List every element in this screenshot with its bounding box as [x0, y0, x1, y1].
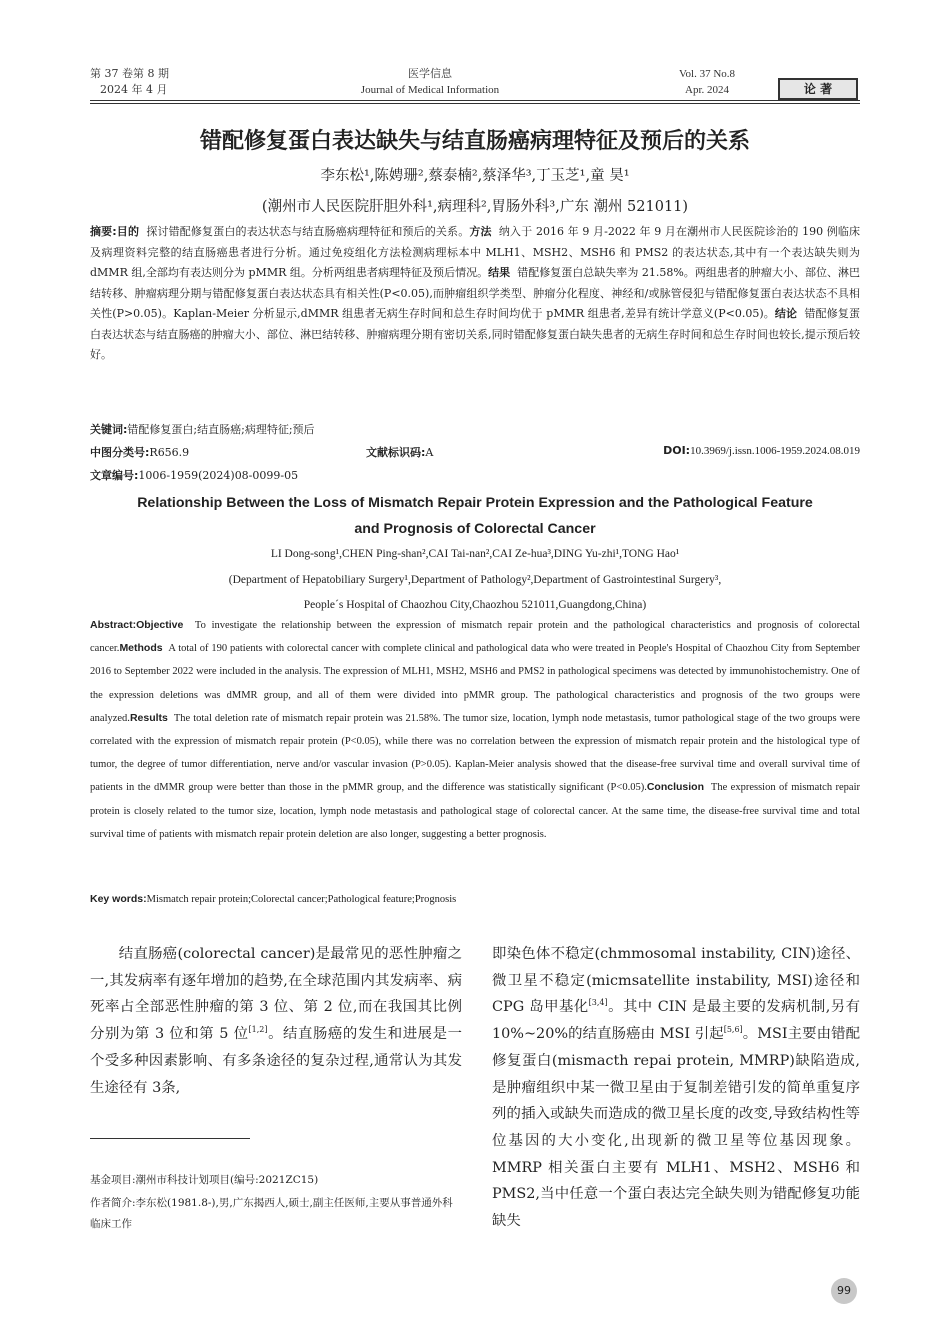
- keywords-en: Mismatch repair protein;Colorectal cancer;Pathological feature;Prognosis: [146, 894, 457, 905]
- affiliation-en-line2: People´s Hospital of Chaozhou City,Chaozhou 521011,Guangdong,China): [303, 599, 647, 611]
- conclusion-en: The expression of mismatch repair protein is closely related to the tumor size, location, lymph node metastasis and pathological stage of colorectal cancer. At the same time, the disease-free survival time and total survival time of patients with mismatch repair protein deletion are also longer, suggesting a better prognosis.: [90, 782, 860, 840]
- doi: [663, 444, 860, 457]
- header-rule: [90, 100, 860, 101]
- objective-cn-label: 目的: [116, 225, 140, 238]
- ref-1-2: [1,2]: [248, 1025, 268, 1035]
- body-col2-text-c: 。MSI主要由错配修复蛋白(mismacth repai protein, MMRP)缺陷造成,是肿瘤组织中某一微卫星由于复制差错引发的简单重复序列的插入或缺失而造成的微卫星长度的改变,导致结构性等位基因的大小变化,出现新的微卫星等位基因现象。MMRP 相关蛋白主要有 MLH1、MSH2、MSH6 和 PMS2,当中任意一个蛋白表达完全缺失则为错配修复功能缺失: [492, 1026, 860, 1230]
- meta-row: [90, 444, 860, 464]
- abstract-cn: [90, 222, 860, 366]
- doc-code: [366, 444, 433, 460]
- methods-cn-label: 方法: [469, 225, 492, 238]
- header-volume-en: [652, 66, 762, 98]
- ref-3-4: [3,4]: [588, 998, 608, 1008]
- results-en-label: Results: [129, 711, 168, 724]
- conclusion-en-label: Conclusion: [646, 781, 704, 794]
- article-number-label: 文章编号:: [90, 469, 139, 482]
- clc-value: R656.9: [149, 446, 190, 459]
- methods-en: A total of 190 patients with colorectal cancer with complete clinical and pathological data who were treated in People's Hospital of Chaozhou City from September 2016 to September 2022 were included in the analysis. The expression of MLH1, MSH2, MSH6 and PMS2 in pathological specimens was detected by immunohistochemistry. One of the expression deletions was dMMR group, and all of them were divided into pMMR group. The pathological characteristics and prognosis of the two groups were analyzed.: [90, 643, 861, 724]
- affiliation-cn: (潮州市人民医院肝胆外科¹,病理科²,胃肠外科³,广东 潮州 521011): [261, 199, 689, 215]
- ref-5-6: [5,6]: [723, 1025, 743, 1035]
- objective-en: To investigate the relationship between the expression of mismatch repair protein and the pathological characteristics and prognosis of colorectal cancer.: [90, 620, 860, 655]
- authors-cn: 李东松¹,陈娉珊²,蔡泰楠²,蔡泽华³,丁玉芝¹,童 昊¹: [320, 168, 630, 184]
- results-cn: 错配修复蛋白总缺失率为 21.58%。两组患者的肿瘤大小、部位、淋巴结转移、肿瘤病理分期与错配修复蛋白表达状态具有相关性(P<0.05),而肿瘤组织学类型、肿瘤分化程度、神经和/或脉管侵犯与错配修复蛋白表达状态不具相关性(P>0.05)。Kaplan-Meier 分析显示,dMMR 组患者无病生存时间和总生存时间均优于 pMMR 组患者,差异有统计学意义(P<0.05)。: [90, 266, 861, 320]
- article-number: [90, 467, 298, 483]
- methods-en-label: Methods: [119, 642, 163, 655]
- header-month-en: Apr. 2024: [685, 84, 729, 96]
- keywords-en-row: [90, 888, 860, 911]
- objective-cn: 探讨错配修复蛋白的表达状态与结直肠癌病理特征和预后的关系。: [146, 225, 470, 238]
- body-col1-text-b: 。结直肠癌的发生和进展是一个受多种因素影响、有多条途径的复杂过程,通常认为其发生途径有 3条,: [90, 1026, 462, 1096]
- doi-value: 10.3969/j.issn.1006-1959.2024.08.019: [690, 445, 860, 457]
- header-volume: [90, 66, 210, 98]
- keywords-cn-row: [90, 420, 860, 441]
- keywords-en-label: Key words:: [90, 893, 147, 905]
- title-en-line1: Relationship Between the Loss of Mismatch Repair Protein Expression and the Pathological Feature: [137, 495, 813, 511]
- footnote-fund: 基金项目:潮州市科技计划项目(编号:2021ZC15): [90, 1174, 319, 1186]
- methods-cn: 纳入于 2016 年 9 月-2022 年 9 月在潮州市人民医院诊治的 190 例临床及病理资料完整的结直肠癌患者进行分析。通过免疫组化方法检测病理标本中 MLH1、MSH2、MSH6 和 PMS2 的表达状态,其中有一个表达缺失则为 dMMR 组,全部均有表达则分为 pMMR 组。分析两组患者病理特征及预后情况。: [90, 225, 861, 279]
- keywords-cn-label: 关键词:: [90, 423, 128, 436]
- conclusion-cn-label: 结论: [774, 307, 798, 320]
- conclusion-cn: 错配修复蛋白表达状态与结直肠癌的肿瘤大小、部位、淋巴结转移、肿瘤病理分期有密切关系,同时错配修复蛋白缺失患者的无病生存时间和总生存时间也较长,提示预后较好。: [90, 307, 861, 361]
- abstract-en: [90, 614, 860, 846]
- body-col2-text-a: 即染色体不稳定(chmmosomal instability, CIN)途径、微卫星不稳定(micmsatellite instability, MSI)途径和 CPG 岛甲基化: [492, 946, 860, 1016]
- page-number: 99: [831, 1278, 857, 1304]
- body-col1: [90, 941, 462, 1101]
- abstract-cn-label: 摘要:: [90, 225, 117, 238]
- results-en: The total deletion rate of mismatch repair protein was 21.58%. The tumor size, location, lymph node metastasis, tumor pathological stage of the two groups were correlated with the expression of mismatch repair protein (P<0.05), while there was no correlation between the expression of mismatch repair protein and the histological type of tumor, the degree of tumor differentiation, nerve and/or vascular invasion (P>0.05). Kaplan-Meier analysis showed that the disease-free survival time and overall survival time of patients in the dMMR group were better than those in the pMMR group, and the difference was statistically significant (P<0.05).: [90, 712, 860, 794]
- footnote-author: 作者简介:李东松(1981.8-),男,广东揭西人,硕士,副主任医师,主要从事普通外科临床工作: [90, 1197, 453, 1230]
- objective-en-label: Objective: [136, 619, 184, 631]
- body-col2-text-b: 。其中 CIN 是最主要的发病机制,另有 10%~20%的结直肠癌由 MSI 引起: [492, 999, 861, 1043]
- keywords-cn: 错配修复蛋白;结直肠癌;病理特征;预后: [127, 423, 315, 436]
- doi-label: DOI:: [663, 444, 691, 457]
- body-col2: [492, 941, 860, 1235]
- clc-label: 中图分类号:: [90, 446, 150, 459]
- header-journal: [330, 66, 530, 98]
- body-col1-text-a: 结直肠癌(colorectal cancer)是最常见的恶性肿瘤之一,其发病率有逐年增加的趋势,在全球范围内其发病率、病死率占全部恶性肿瘤的第 3 位、第 2 位,而在我国其比例分别为第 3 位和第 5 位: [90, 946, 462, 1043]
- title-cn: 错配修复蛋白表达缺失与结直肠癌病理特征及预后的关系: [199, 129, 750, 154]
- affiliation-en-line1: (Department of Hepatobiliary Surgery¹,Department of Pathology²,Department of Gastrointestinal Surgery³,: [228, 574, 722, 586]
- title-en-line2: and Prognosis of Colorectal Cancer: [354, 521, 596, 537]
- header-journal-en: Journal of Medical Information: [360, 84, 500, 96]
- doc-code-value: A: [425, 446, 434, 459]
- header-journal-cn: 医学信息: [408, 67, 452, 80]
- abstract-en-label: Abstract:: [90, 619, 137, 631]
- header-vol-no: Vol. 37 No.8: [678, 68, 736, 80]
- header-rule-2: [90, 103, 860, 104]
- clc: [90, 444, 189, 460]
- footnote-rule: [90, 1138, 250, 1139]
- doc-code-label: 文献标识码:: [366, 446, 426, 459]
- header-volume-issue: 第 37 卷第 8 期: [90, 67, 169, 80]
- section-badge: 论 著: [778, 78, 858, 100]
- article-number-value: 1006-1959(2024)08-0099-05: [138, 469, 299, 482]
- header-date: 2024 年 4 月: [100, 83, 168, 96]
- results-cn-label: 结果: [488, 266, 511, 279]
- authors-en: LI Dong-song¹,CHEN Ping-shan²,CAI Tai-nan²,CAI Ze-hua³,DING Yu-zhi¹,TONG Hao¹: [270, 548, 680, 560]
